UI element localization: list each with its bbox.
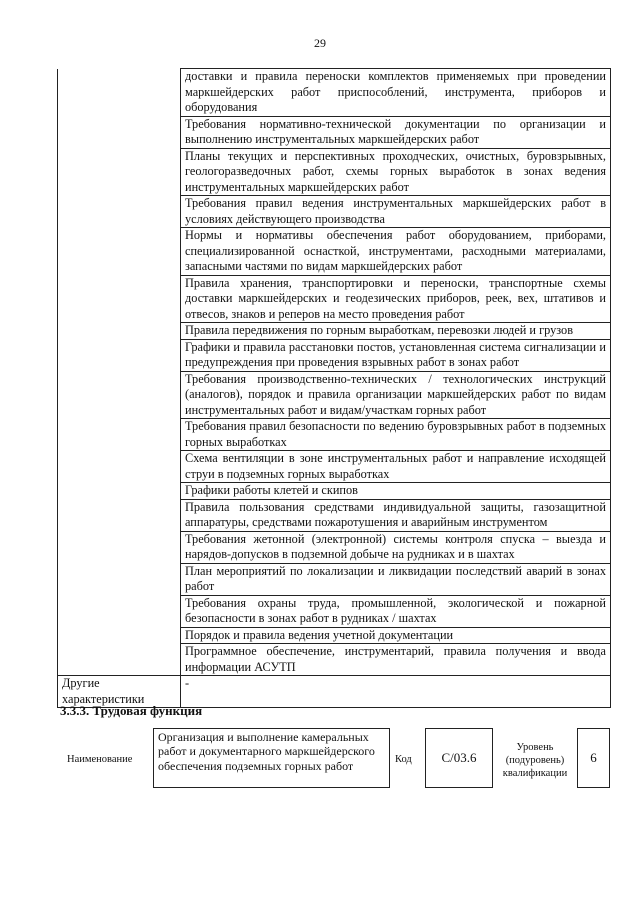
left-cell	[58, 148, 181, 196]
name-label: Наименование	[67, 754, 133, 765]
left-cell	[58, 116, 181, 148]
labor-function-header	[0, 728, 640, 798]
table-row	[58, 644, 611, 676]
table-row	[58, 116, 611, 148]
left-cell	[58, 627, 181, 644]
left-cell	[58, 483, 181, 500]
requirement-cell: Правила хранения, транспортировки и переноски, транспортные схемы доставки маркшейдерских и геодезических приборов, реек, вех, штативов и отвесов, знаков и реперов на место проведения работ	[181, 275, 611, 323]
knowledge-table-body	[58, 69, 611, 708]
left-cell	[58, 595, 181, 627]
table-row	[58, 563, 611, 595]
table-row	[58, 323, 611, 340]
requirement-cell: Программное обеспечение, инструментарий, правила получения и ввода информации АСУТП	[181, 644, 611, 676]
table-row	[58, 451, 611, 483]
requirement-cell: Требования жетонной (электронной) системы контроля спуска – выезда и нарядов-допусков в подземной добыче на рудниках и в шахтах	[181, 531, 611, 563]
table-row	[58, 148, 611, 196]
requirement-cell: Графики работы клетей и скипов	[181, 483, 611, 500]
requirement-cell: доставки и правила переноски комплектов применяемых при проведении маркшейдерских работ приспособлений, инструмента, приборов и оборудования	[181, 69, 611, 117]
requirement-cell: Нормы и нормативы обеспечения работ оборудованием, приборами, специализированной оснасткой, инструментами, расходными материалами, запасными частями по видам маркшейдерских работ	[181, 228, 611, 276]
left-cell	[58, 531, 181, 563]
requirement-cell: Правила пользования средствами индивидуальной защиты, газозащитной аппаратуры, средствами пожаротушения и аварийным инструментом	[181, 499, 611, 531]
requirement-cell: Планы текущих и перспективных проходческих, очистных, буровзрывных, геологоразведочных работ, схемы горных выработок в зонах ведения инструментальных маркшейдерских работ	[181, 148, 611, 196]
table-row	[58, 483, 611, 500]
other-characteristics-label: Другие характеристики	[58, 676, 181, 708]
requirement-cell: План мероприятий по локализации и ликвидации последствий аварий в зонах работ	[181, 563, 611, 595]
left-cell	[58, 196, 181, 228]
code-value: C/03.6	[425, 728, 493, 788]
table-row	[58, 339, 611, 371]
requirement-cell: Требования охраны труда, промышленной, экологической и пожарной безопасности в зонах работ в рудниках / шахтах	[181, 595, 611, 627]
other-characteristics-value: -	[181, 676, 611, 708]
table-row	[58, 531, 611, 563]
left-cell	[58, 339, 181, 371]
code-label: Код	[395, 754, 412, 765]
table-row	[58, 419, 611, 451]
requirement-cell: Требования правил ведения инструментальных маркшейдерских работ в условиях действующего производства	[181, 196, 611, 228]
table-row	[58, 371, 611, 419]
requirement-cell: Правила передвижения по горным выработкам, перевозки людей и грузов	[181, 323, 611, 340]
left-cell	[58, 69, 181, 117]
table-row	[58, 275, 611, 323]
page-number: 29	[314, 36, 326, 50]
requirement-cell: Требования производственно-технических / технологических инструкций (аналогов), порядок и правила организации маркшейдерских работ по видам инструментальных работ и видам/участкам горных работ	[181, 371, 611, 419]
left-cell	[58, 644, 181, 676]
requirement-cell: Схема вентиляции в зоне инструментальных работ и направление исходящей струи в подземных горных выработках	[181, 451, 611, 483]
left-cell	[58, 371, 181, 419]
requirement-cell: Требования правил безопасности по ведению буровзрывных работ в подземных горных выработках	[181, 419, 611, 451]
level-label: Уровень (подуровень) квалификации	[502, 742, 568, 779]
table-row	[58, 595, 611, 627]
table-row	[58, 69, 611, 117]
table-row	[58, 196, 611, 228]
table-row	[58, 228, 611, 276]
requirement-cell: Графики и правила расстановки постов, установленная система сигнализации и предупреждения при проведения взрывных работ в зонах работ	[181, 339, 611, 371]
left-cell	[58, 228, 181, 276]
table-row	[58, 499, 611, 531]
table-row	[58, 627, 611, 644]
left-cell	[58, 275, 181, 323]
section-title: 3.3.3. Трудовая функция	[60, 703, 203, 718]
left-cell	[58, 419, 181, 451]
left-cell	[58, 499, 181, 531]
left-cell	[58, 451, 181, 483]
left-cell	[58, 563, 181, 595]
name-value: Организация и выполнение камеральных работ и документарного маркшейдерского обеспечения подземных горных работ	[153, 728, 390, 788]
level-value: 6	[577, 728, 610, 788]
left-cell	[58, 323, 181, 340]
requirement-cell: Требования нормативно-технической документации по организации и выполнению инструментальных маркшейдерских работ	[181, 116, 611, 148]
requirement-cell: Порядок и правила ведения учетной документации	[181, 627, 611, 644]
knowledge-table	[57, 68, 611, 708]
